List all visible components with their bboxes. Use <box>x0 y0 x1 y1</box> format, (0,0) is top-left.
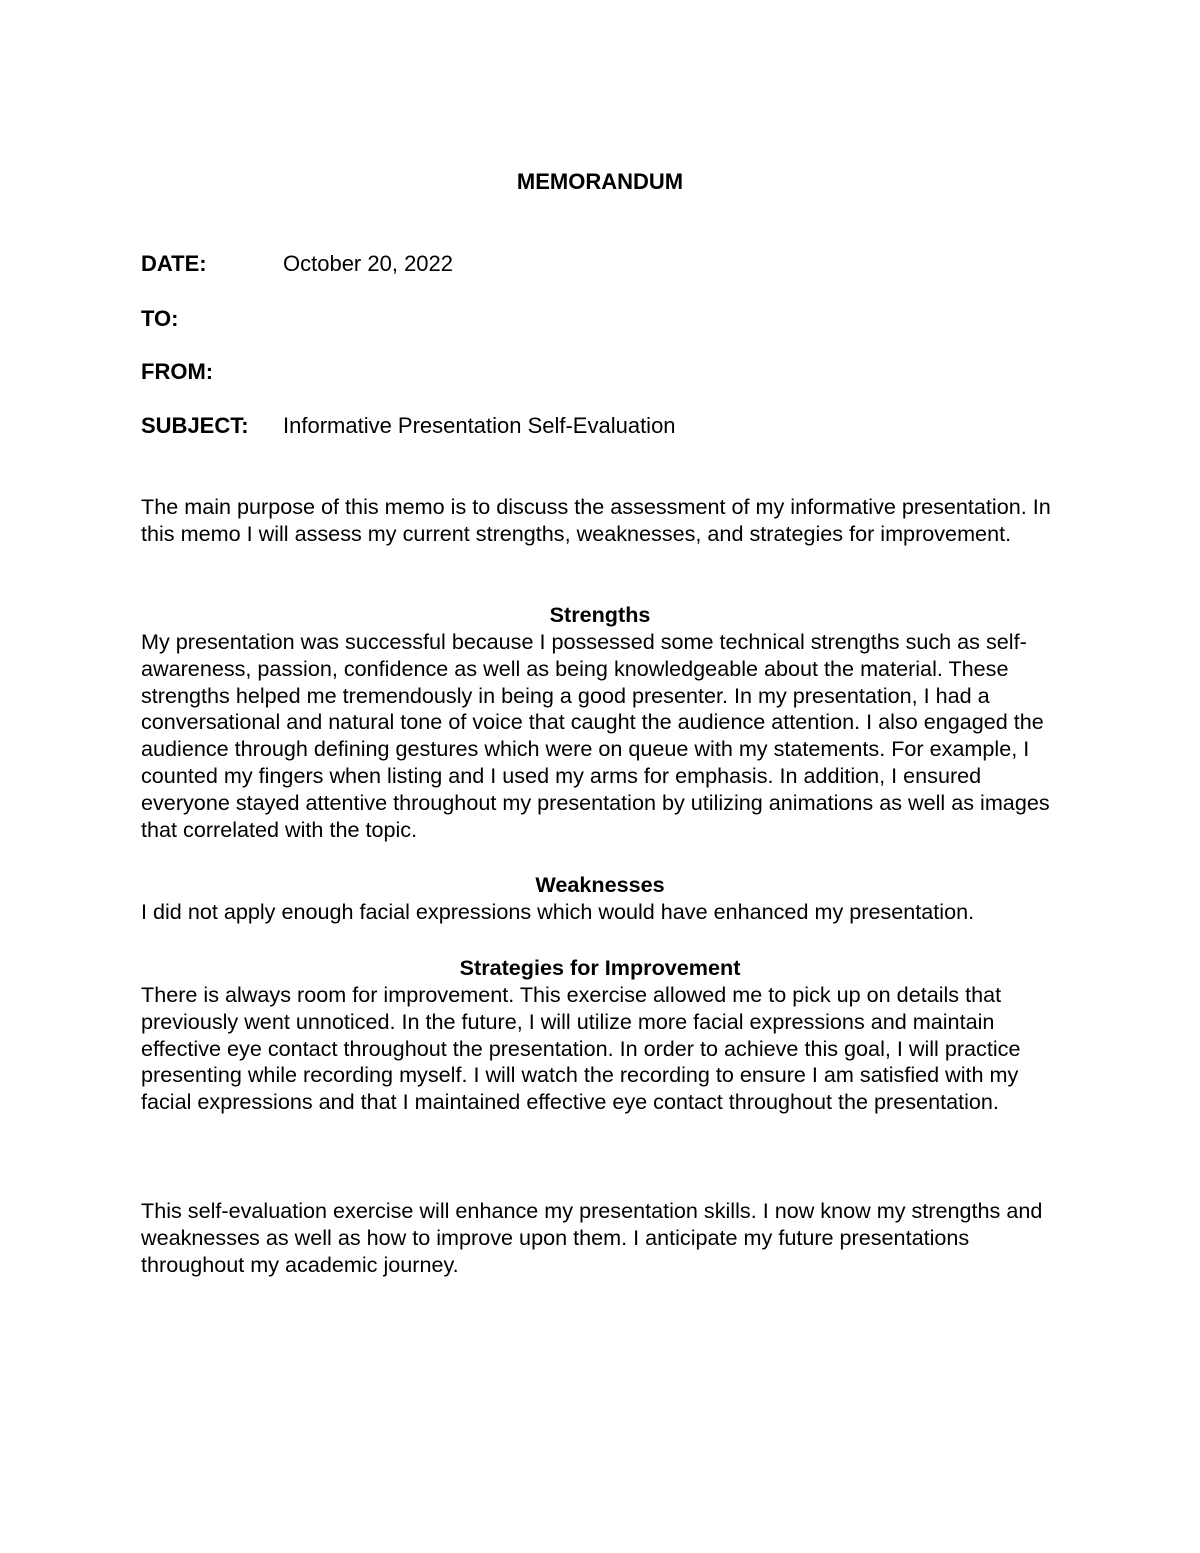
date-label: DATE: <box>141 251 207 276</box>
to-label: TO: <box>141 306 179 331</box>
from-label: FROM: <box>141 359 214 384</box>
strategies-paragraph: There is always room for improvement. This exercise allowed me to pick up on details that previously went unnoticed. In the future, I will utilize more facial expressions and maintain effective eye contact throughout the presentation. In order to achieve this goal, I will practice presenting while recording myself. I will watch the recording to ensure I am satisfied with my facial expressions and that I maintained effective eye contact throughout the presentation. <box>141 982 1021 1115</box>
to-field <box>141 305 283 333</box>
weaknesses-heading: Weaknesses <box>535 872 665 897</box>
strengths-paragraph: My presentation was successful because I possessed some technical strengths such as self-awareness, passion, confidence as well as being knowledgeable about the material. These strengths helped me tremendously in being a good presenter. In my presentation, I had a conversational and natural tone of voice that caught the audience attention. I also engaged the audience through defining gestures which were on queue with my statements. For example, I counted my fingers when listing and I used my arms for emphasis. In addition, I ensured everyone stayed attentive throughout my presentation by utilizing animations as well as images that correlated with the topic. <box>141 629 1050 842</box>
from-field <box>141 358 283 386</box>
memo-title: MEMORANDUM <box>516 169 684 194</box>
subject-value: Informative Presentation Self-Evaluation <box>283 413 676 438</box>
date-value: October 20, 2022 <box>283 251 454 276</box>
strategies-heading: Strategies for Improvement <box>459 955 741 980</box>
strengths-heading: Strengths <box>549 602 651 627</box>
date-field <box>141 250 453 278</box>
weaknesses-paragraph: I did not apply enough facial expressions which would have enhanced my presentation. <box>141 899 975 924</box>
conclusion-paragraph: This self-evaluation exercise will enhance my presentation skills. I now know my strengths and weaknesses as well as how to improve upon them. I anticipate my future presentations throughout my academic journey. <box>141 1198 1043 1277</box>
subject-field <box>141 412 676 440</box>
intro-paragraph: The main purpose of this memo is to discuss the assessment of my informative presentation. In this memo I will assess my current strengths, weaknesses, and strategies for improvement. <box>141 494 1051 546</box>
subject-label: SUBJECT: <box>141 413 249 438</box>
